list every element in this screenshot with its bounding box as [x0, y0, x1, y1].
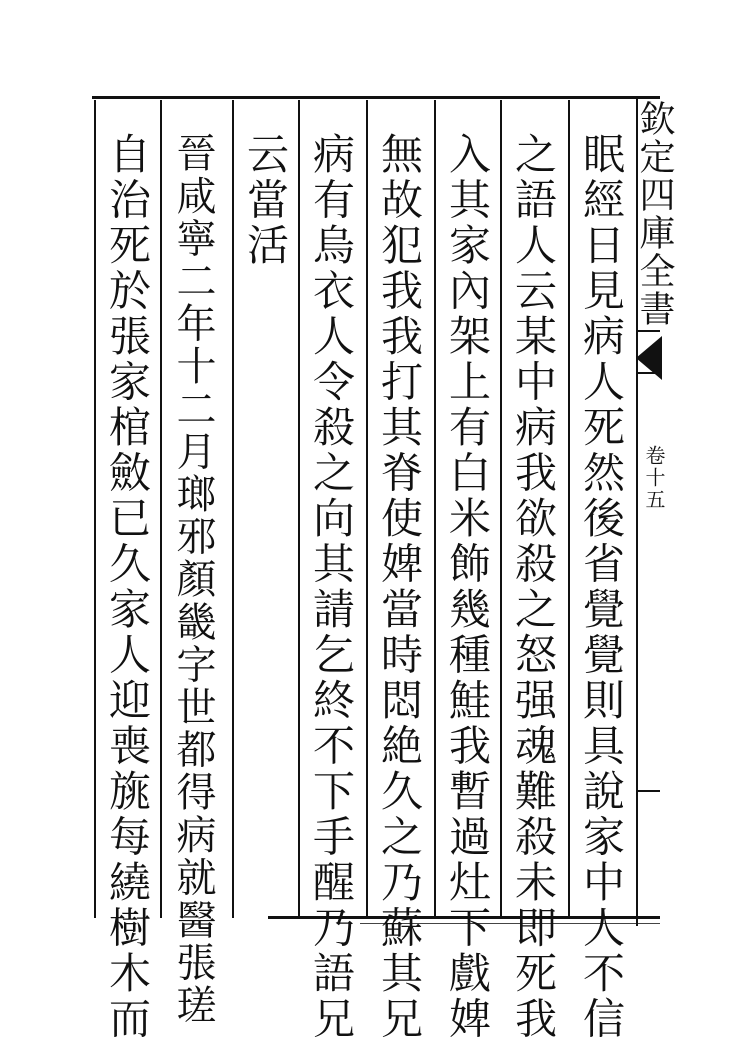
column-divider	[298, 100, 300, 918]
text-column-2: 之語人云某中病我欲殺之怒强魂難殺未即死我	[509, 132, 558, 1042]
margin-divider	[636, 330, 660, 332]
text-column-8: 自治死於張家棺斂已久家人迎喪旐每繞樹木而	[103, 132, 152, 1042]
column-divider	[232, 100, 234, 918]
column-divider	[568, 100, 570, 918]
text-column-3: 入其家內架上有白米飾幾種鮭我暫過灶下戲婢	[443, 132, 492, 1042]
column-divider	[366, 100, 368, 918]
text-column-4: 無故犯我我打其脊使婢當時悶絶久之乃蘇其兄	[375, 132, 424, 1042]
margin-divider	[636, 372, 660, 374]
column-divider	[160, 100, 162, 918]
book-title: 欽定四庫全書	[634, 100, 675, 328]
text-column-5: 病有烏衣人令殺之向其請乞終不下手醒乃語兄	[307, 132, 356, 1042]
margin-divider	[636, 790, 660, 792]
column-divider	[500, 100, 502, 918]
text-column-1: 眠經日見病人死然後省覺覺則具說家中人不信	[577, 132, 626, 1042]
top-border-line	[92, 96, 660, 99]
text-column-6: 云當活	[241, 132, 290, 269]
column-divider	[434, 100, 436, 918]
column-divider	[94, 100, 96, 918]
juan-label: 卷十五	[642, 445, 666, 511]
text-column-7: 晉咸寧二年十二月瑯邪顏畿字世都得病就醫張瑳	[170, 132, 216, 1027]
